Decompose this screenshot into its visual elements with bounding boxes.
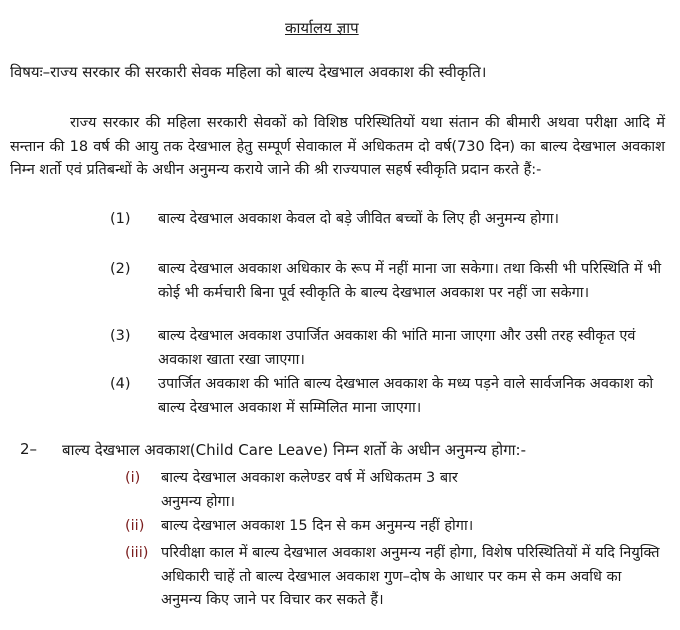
condition-number: (3) [110, 328, 131, 344]
condition-text: बाल्य देखभाल अवकाश अधिकार के रूप में नहीं माना जा सकेगा। तथा किसी भी परिस्थिति में भी कोई भी कर्मचारी बिना पूर्व स्वीकृति के बाल्य देखभाल अवकाश पर नहीं जा सकेगा। [158, 261, 662, 301]
sub-condition-text: बाल्य देखभाल अवकाश 15 दिन से कम अनुमन्य नहीं होगा। [161, 518, 474, 534]
sub-condition-text: परिवीक्षा काल में बाल्य देखभाल अवकाश अनुमन्य नहीं होगा, विशेष परिस्थितियों में यदि नियुक्ति अधिकारी चाहें तो बाल्य देखभाल अवकाश गुण–दोष के आधार पर कम से कम अवधि का अनुमन्य किए जाने पर विचार कर सकते हैं। [161, 545, 660, 608]
condition-text: उपार्जित अवकाश की भांति बाल्य देखभाल अवकाश के मध्य पड़ने वाले सार्वजनिक अवकाश को बाल्य देखभाल अवकाश में सम्मिलित माना जाएगा। [158, 376, 654, 416]
sub-condition-number: (ii) [125, 518, 145, 534]
condition-number: (2) [110, 261, 131, 277]
condition-number: (1) [110, 211, 131, 227]
condition-number: (4) [110, 376, 131, 392]
sub-condition-number: (i) [125, 470, 141, 486]
subject-line: विषयः–राज्य सरकार की सरकारी सेवक महिला को बाल्य देखभाल अवकाश की स्वीकृति। [10, 63, 487, 81]
section-text: बाल्य देखभाल अवकाश(Child Care Leave) निम्न शर्तो के अधीन अनुमन्य होगा:- [62, 441, 526, 459]
section-number: 2– [20, 440, 38, 458]
sub-condition-text: बाल्य देखभाल अवकाश कलेण्डर वर्ष में अधिकतम 3 बार अनुमन्य होगा। [161, 470, 458, 510]
condition-text: बाल्य देखभाल अवकाश उपार्जित अवकाश की भांति माना जाएगा और उसी तरह स्वीकृत एवं अवकाश खाता रखा जाएगा। [158, 328, 636, 368]
intro-paragraph: राज्य सरकार की महिला सरकारी सेवकों को विशिष्ठ परिस्थितियों यथा संतान की बीमारी अथवा परीक्षा आदि में सन्तान की 18 वर्ष की आयु तक देखभाल हेतु सम्पूर्ण सेवाकाल में अधिकतम दो वर्ष(730 दिन) का बाल्य देखभाल अवकाश निम्न शर्तो एवं प्रतिबन्धों के अधीन अनुमन्य कराये जाने की श्री राज्यपाल सहर्ष स्वीकृति प्रदान करते हैं:- [10, 115, 665, 178]
document-title: कार्यालय ज्ञाप [285, 19, 359, 37]
sub-condition-number: (iii) [125, 545, 149, 561]
condition-text: बाल्य देखभाल अवकाश केवल दो बड़े जीवित बच्चों के लिए ही अनुमन्य होगा। [158, 211, 559, 227]
